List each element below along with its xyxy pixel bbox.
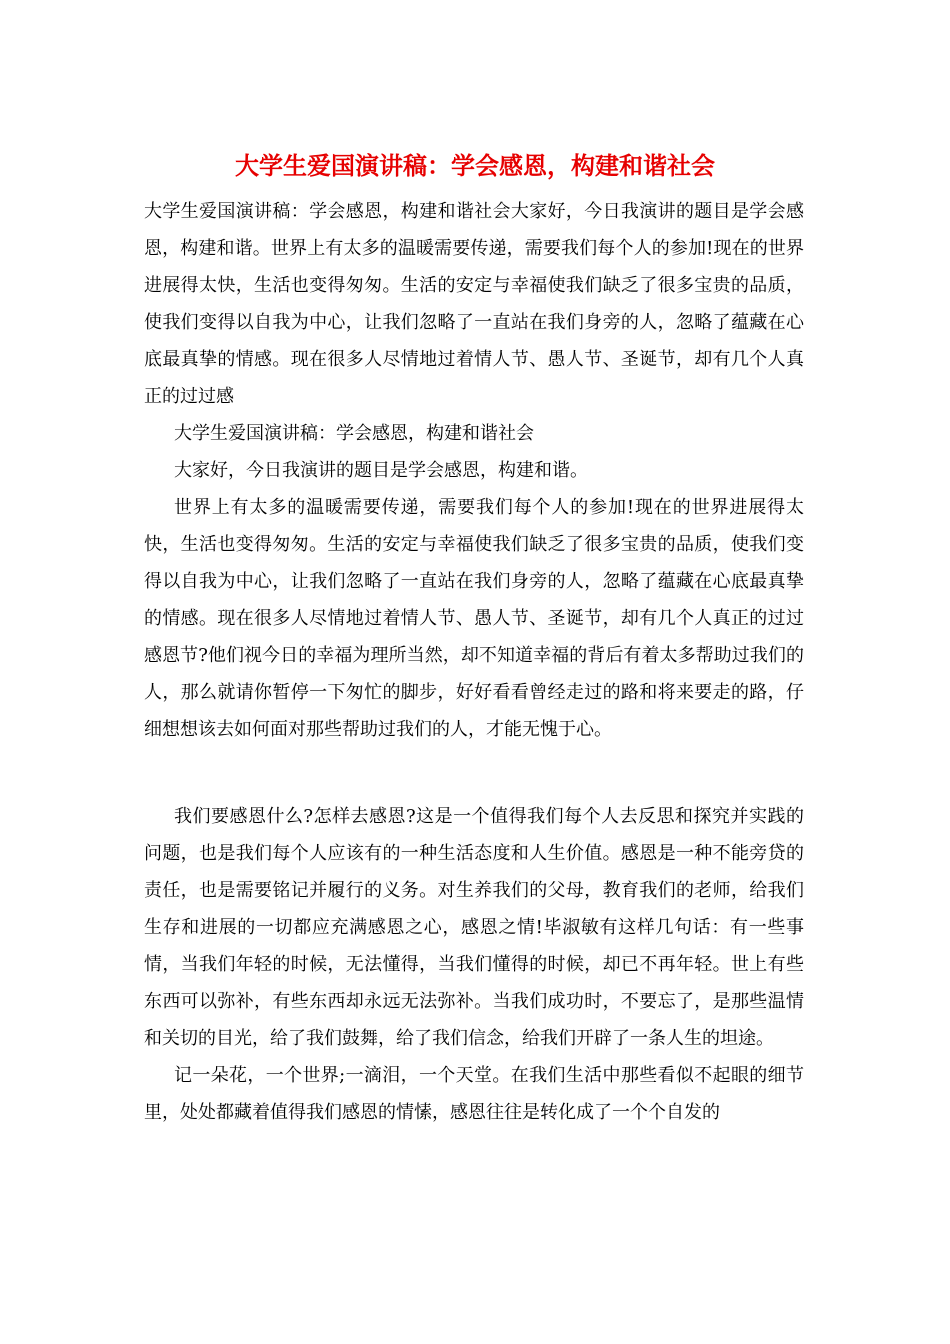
paragraph-world: 世界上有太多的温暖需要传递，需要我们每个人的参加!现在的世界进展得太快，生活也变得匆匆。生活的安定与幸福使我们缺乏了很多宝贵的品质，使我们变得以自我为中心，让我们忽略了一直站在我们身旁的人，忽略了蕴藏在心底最真挚的情感。现在很多人尽情地过着情人节、愚人节、圣诞节，却有几个人真正的过过感恩节?他们视今日的幸福为理所当然，却不知道幸福的背后有着太多帮助过我们的人，那么就请你暂停一下匆忙的脚步，好好看看曾经走过的路和将来要走的路，仔细想想该去如何面对那些帮助过我们的人，才能无愧于心。 <box>144 497 804 740</box>
paragraph-spacer <box>144 748 804 798</box>
paragraph-flower: 记一朵花，一个世界;一滴泪，一个天堂。在我们生活中那些看似不起眼的细节里，处处都藏着值得我们感恩的情愫，感恩往往是转化成了一个个自发的 <box>144 1065 804 1123</box>
paragraph-greeting: 大家好，今日我演讲的题目是学会感恩，构建和谐。 <box>174 460 588 481</box>
document-body <box>144 193 804 1131</box>
paragraph-intro: 大学生爱国演讲稿：学会感恩，构建和谐社会大家好，今日我演讲的题目是学会感恩，构建和谐。世界上有太多的温暖需要传递，需要我们每个人的参加!现在的世界进展得太快，生活也变得匆匆。生活的安定与幸福使我们缺乏了很多宝贵的品质，使我们变得以自我为中心，让我们忽略了一直站在我们身旁的人，忽略了蕴藏在心底最真挚的情感。现在很多人尽情地过着情人节、愚人节、圣诞节，却有几个人真正的过过感 <box>144 201 804 407</box>
document-title: 大学生爱国演讲稿：学会感恩，构建和谐社会 <box>235 151 715 180</box>
paragraph-subtitle: 大学生爱国演讲稿：学会感恩，构建和谐社会 <box>174 423 534 444</box>
paragraph-gratitude: 我们要感恩什么?怎样去感恩?这是一个值得我们每个人去反思和探究并实践的问题，也是我们每个人应该有的一种生活态度和人生价值。感恩是一种不能旁贷的责任，也是需要铭记并履行的义务。对生养我们的父母，教育我们的老师，给我们生存和进展的一切都应充满感恩之心，感恩之情!毕淑敏有这样几句话：有一些事情，当我们年轻的时候，无法懂得，当我们懂得的时候，却已不再年轻。世上有些东西可以弥补，有些东西却永远无法弥补。当我们成功时，不要忘了，是那些温情和关切的目光，给了我们鼓舞，给了我们信念，给我们开辟了一条人生的坦途。 <box>144 806 804 1049</box>
